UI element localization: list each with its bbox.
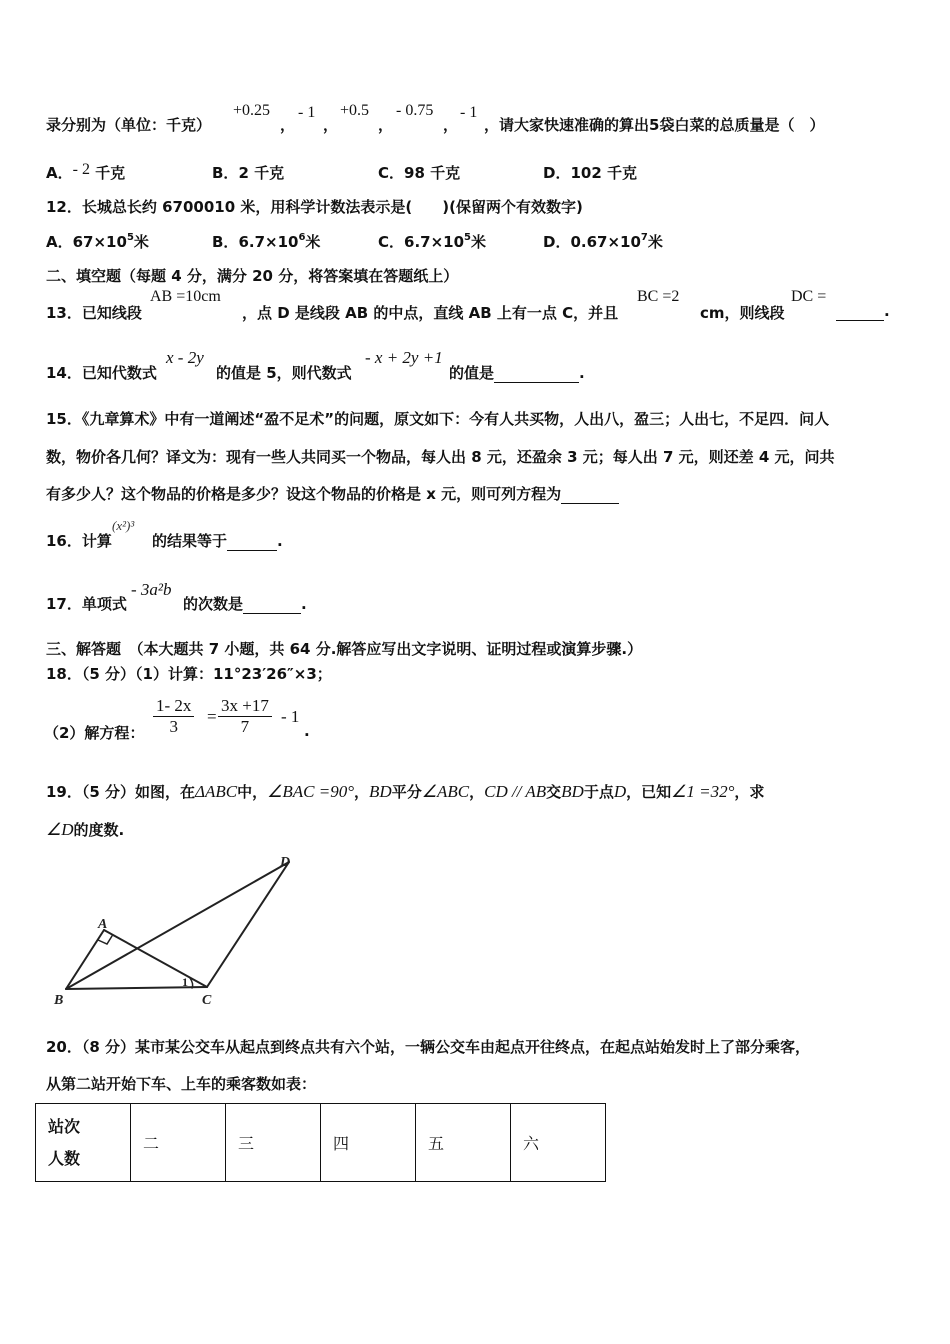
q14-text-3: 的值是 . [449,364,585,382]
station-table [35,1103,606,1182]
table-cell-station-3: 三 [226,1104,321,1182]
label-d: D [280,855,291,870]
table-header-cell: 站次 人数 [36,1104,131,1182]
q18-fraction-1: $\frac{1- 2x}{3}$ [153,696,194,737]
q13-math-bc: BC =2 [637,288,680,305]
table-row [36,1104,606,1182]
q18-equals: = [207,707,217,726]
q16-text-1: 16．计算 [46,532,112,550]
q11-value-2: - 1 [298,104,316,121]
label-c: C [202,993,212,1008]
q11-value-3: +0.5 [340,102,370,119]
q11-option-b: B．2 千克 [212,164,285,182]
q12-option-a: A．$67\times 10^5$米 [46,232,149,251]
q11-sep-2: ， [323,116,339,134]
q11-sep-1: ， [280,116,296,134]
label-angle-1: 1 [182,975,188,989]
q18-period: . [304,722,310,740]
table-cell-station-6: 六 [511,1104,606,1182]
q17-text-2: 的次数是 . [183,595,307,613]
q18-part-1: 18．（5 分）（1）计算：11°23′26″×3； [46,665,332,683]
section-3-heading: 三、解答题 （本大题共 7 小题，共 64 分.解答应写出文字说明、证明过程或演算步骤.） [46,640,643,658]
q11-option-a-math: - 2 [72,161,90,178]
geometry-figure [44,852,304,1010]
section-2-heading: 二、填空题（每题 4 分，满分 20 分，将答案填在答题纸上） [46,267,459,285]
q18-fraction-2: $\frac{3x +17}{7}$ [218,696,272,737]
q15-line-2: 数，物价各几何？译文为：现有一些人共同买一个物品，每人出 8 元，还盈余 3 元；每人出 7 元，则还差 4 元，问共 [46,448,835,466]
q12-stem: 12．长城总长约 6700010 米，用科学计数法表示是( )(保留两个有效数字) [46,198,583,216]
label-a: A [98,917,108,932]
q17-expression: - 3a²b [131,580,172,599]
label-b: B [54,993,64,1008]
q13-blank: . [836,302,890,321]
q11-option-a: A．- 2 千克 [46,161,126,182]
q13-math-dc: DC = [791,288,827,305]
q11-prefix: 录分别为（单位：千克） [46,116,212,134]
q14-math-1: x - 2y [166,348,204,367]
table-cell-station-2: 二 [131,1104,226,1182]
q18-minus-one: - 1 [281,707,300,726]
q12-option-d: D．$0.67\times 10^7$米 [543,232,663,251]
q11-value-5: - 1 [460,104,478,121]
q15-line-1: 15．《九章算术》中有一道阐述“盈不足术”的问题，原文如下：今有人共买物，人出八，盈三；人出七，不足四．问人 [46,410,830,428]
q11-line [46,114,211,135]
q13-text-2: ，点 D 是线段 AB 的中点，直线 AB 上有一点 C，并且 [242,304,619,322]
q19-line-2: ∠D的度数. [46,820,125,839]
q14-text-1: 14．已知代数式 [46,364,157,382]
q16-text-2: 的结果等于 . [152,532,283,550]
q15-line-3: 有多少人？这个物品的价格是多少？设这个物品的价格是 x 元，则可列方程为 [46,483,619,504]
q20-line-1: 20．（8 分）某市某公交车从起点到终点共有六个站，一辆公交车由起点开往终点，在起点站始发时上了部分乘客， [46,1038,811,1056]
q11-suffix: ，请大家快速准确的算出5袋白菜的总质量是（ ） [484,116,825,134]
q14-text-2: 的值是 5，则代数式 [216,364,352,382]
q11-sep-4: ， [443,116,459,134]
q11-sep-3: ， [378,116,394,134]
table-cell-station-5: 五 [416,1104,511,1182]
q11-option-d: D．102 千克 [543,164,637,182]
q13-math-ab: AB =10cm [150,288,221,305]
q12-option-c: C．$6.7\times 10^5$米 [378,232,487,251]
q19-line-1: 19．（5 分）如图，在ΔABC中，∠BAC =90°，BD平分∠ABC，CD // AB交BD于点D，已知∠1 =32°，求 [46,782,765,801]
q11-value-1: +0.25 [233,102,271,119]
q12-option-b: B．$6.7\times 10^6$米 [212,232,321,251]
q11-value-4: - 0.75 [396,102,434,119]
q14-math-2: - x + 2y +1 [365,348,443,367]
q13-text-3: cm，则线段 [700,304,785,322]
segment-ba [66,930,104,989]
q16-expression: (x²)³ [112,518,135,533]
segment-cd [207,862,289,987]
q17-text-1: 17．单项式 [46,595,127,613]
q20-line-2: 从第二站开始下车、上车的乘客数如表： [46,1075,317,1093]
q11-option-c: C．98 千克 [378,164,461,182]
table-cell-station-4: 四 [321,1104,416,1182]
q13-text-1: 13．已知线段 [46,304,142,322]
q18-part-2-label: （2）解方程： [44,724,145,742]
